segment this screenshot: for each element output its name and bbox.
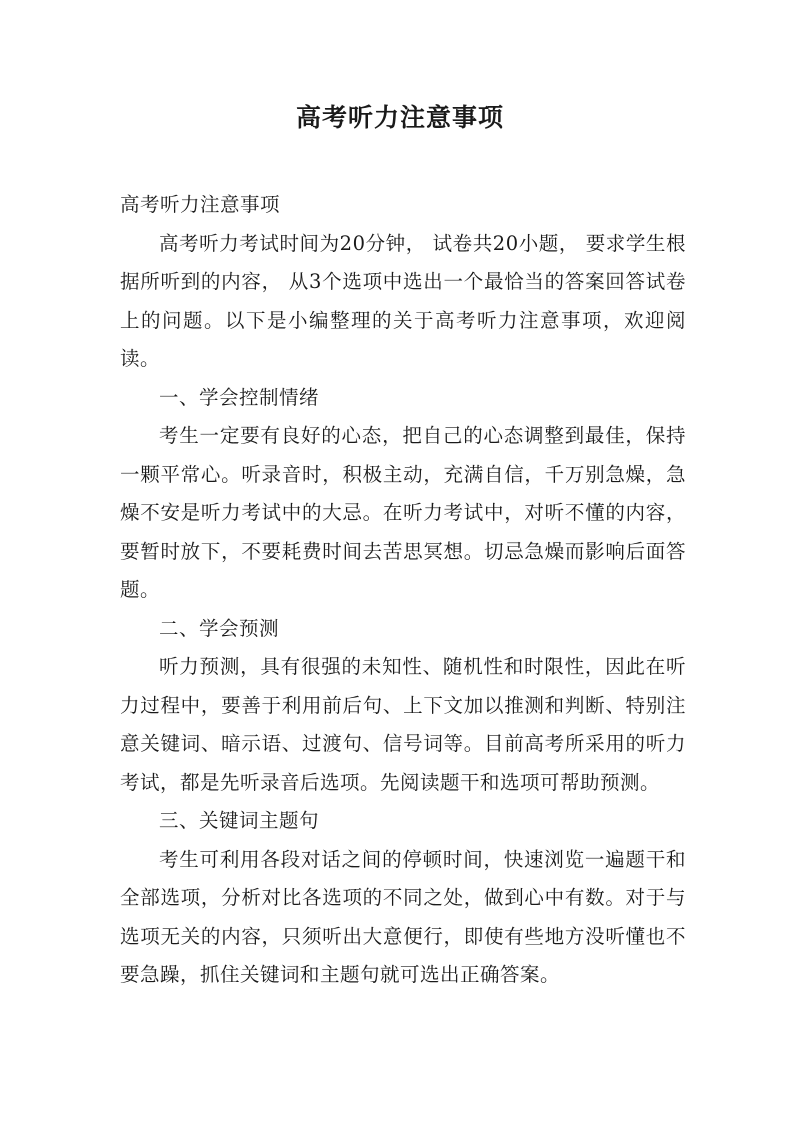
- document-subtitle: 高考听力注意事项: [120, 193, 281, 216]
- document-title: 高考听力注意事项: [295, 103, 504, 132]
- section-heading-1: 一、学会控制情绪: [159, 385, 320, 409]
- section-heading-2: 二、学会预测: [159, 616, 280, 640]
- section-paragraph-1: 考生一定要有良好的心态，把自己的心态调整到最佳，保持一颗平常心。听录音时，积极主动，充满自信，千万别急燥，急燥不安是听力考试中的大忌。在听力考试中，对听不懂的内容，要暂时放下，不要耗费时间去苦思冥想。切忌急燥而影响后面答题。: [120, 424, 686, 601]
- document-body: [120, 186, 686, 995]
- intro-paragraph: 高考听力考试时间为20分钟， 试卷共20小题， 要求学生根据所听到的内容， 从3个选项中选出一个最恰当的答案回答试卷上的问题。以下是小编整理的关于高考听力注意事项，欢迎阅读。: [120, 231, 686, 370]
- section-heading-3: 三、关键词主题句: [159, 809, 320, 832]
- section-paragraph-3: 考生可利用各段对话之间的停顿时间，快速浏览一遍题干和全部选项，分析对比各选项的不同之处，做到心中有数。对于与选项无关的内容，只须听出大意便行，即使有些地方没听懂也不要急躁，抓住关键词和主题句就可选出正确答案。: [120, 847, 686, 986]
- section-paragraph-2: 听力预测，具有很强的未知性、随机性和时限性，因此在听力过程中，要善于利用前后句、上下文加以推测和判断、特别注意关键词、暗示语、过渡句、信号词等。目前高考所采用的听力考试，都是先听录音后选项。先阅读题干和选项可帮助预测。: [120, 655, 686, 794]
